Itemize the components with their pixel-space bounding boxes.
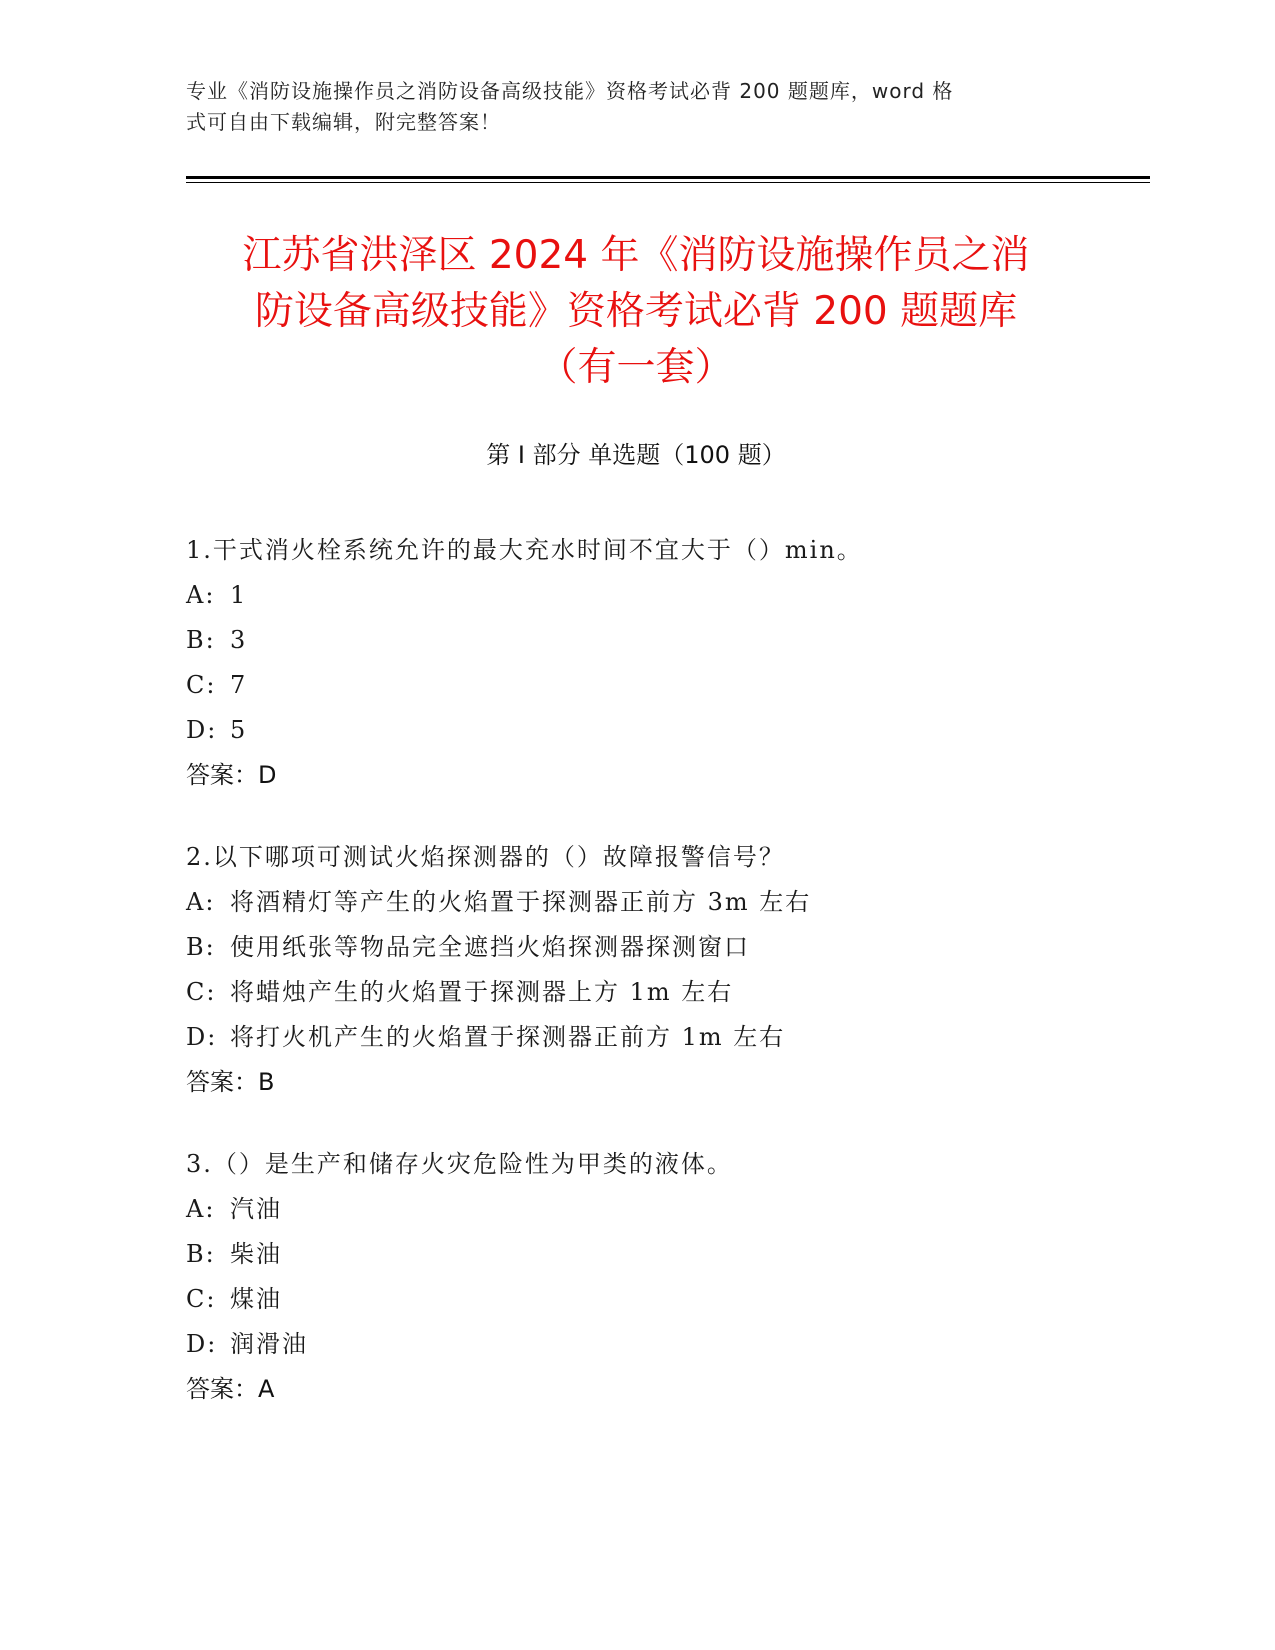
option-c (186, 663, 1086, 708)
header-note-line: 式可自由下载编辑，附完整答案！ (186, 110, 501, 134)
option-b (186, 1232, 1086, 1277)
answer-line: 答案：B (186, 1068, 275, 1096)
option-c (186, 1277, 1086, 1322)
option-letter: A: (186, 1195, 216, 1223)
option-text: 汽油 (230, 1195, 282, 1223)
option-a (186, 573, 1086, 618)
option-d (186, 1322, 1086, 1367)
option-a (186, 1187, 1086, 1232)
option-letter: D: (186, 1330, 218, 1358)
option-text: 将酒精灯等产生的火焰置于探测器正前方 3m 左右 (230, 888, 812, 916)
option-b (186, 925, 1086, 970)
option-d (186, 1015, 1086, 1060)
question-item (186, 528, 1086, 798)
header-rule-thick (186, 176, 1150, 179)
answer-line: 答案：A (186, 1375, 275, 1403)
option-text: 使用纸张等物品完全遮挡火焰探测器探测窗口 (230, 933, 750, 961)
option-letter: C: (186, 671, 217, 699)
question-item (186, 835, 1086, 1105)
option-a (186, 880, 1086, 925)
option-text: 将打火机产生的火焰置于探测器正前方 1m 左右 (230, 1023, 786, 1051)
option-letter: A: (186, 888, 216, 916)
option-text: 7 (230, 671, 248, 699)
option-text: 柴油 (230, 1240, 282, 1268)
answer-line: 答案：D (186, 761, 277, 789)
document-title (186, 228, 1086, 396)
question-list (186, 528, 1086, 1449)
header-rule-thin (186, 182, 1150, 183)
option-c (186, 970, 1086, 1015)
option-text: 5 (230, 716, 248, 744)
question-stem: 3.（）是生产和储存火灾危险性为甲类的液体。 (186, 1150, 733, 1178)
document-title-line: 江苏省洪泽区 2024 年《消防设施操作员之消 (242, 233, 1030, 278)
question-stem: 2.以下哪项可测试火焰探测器的（）故障报警信号？ (186, 843, 785, 871)
option-letter: C: (186, 978, 217, 1006)
option-text: 润滑油 (230, 1330, 308, 1358)
option-b (186, 618, 1086, 663)
option-letter: B: (186, 1240, 216, 1268)
option-letter: D: (186, 716, 218, 744)
option-d (186, 708, 1086, 753)
option-letter: C: (186, 1285, 217, 1313)
option-letter: A: (186, 581, 216, 609)
header-note (186, 76, 1066, 138)
option-letter: D: (186, 1023, 218, 1051)
document-title-line: （有一套） (538, 345, 734, 390)
header-note-line: 专业《消防设施操作员之消防设备高级技能》资格考试必背 200 题题库，word 格 (186, 79, 954, 103)
option-letter: B: (186, 626, 216, 654)
option-text: 将蜡烛产生的火焰置于探测器上方 1m 左右 (230, 978, 734, 1006)
document-title-line: 防设备高级技能》资格考试必背 200 题题库 (254, 289, 1018, 334)
question-stem: 1.干式消火栓系统允许的最大充水时间不宜大于（）min。 (186, 536, 863, 564)
option-text: 1 (230, 581, 248, 609)
option-text: 煤油 (230, 1285, 282, 1313)
question-item (186, 1142, 1086, 1412)
option-letter: B: (186, 933, 216, 961)
section-title: 第 I 部分 单选题（100 题） (486, 441, 786, 469)
option-text: 3 (230, 626, 248, 654)
